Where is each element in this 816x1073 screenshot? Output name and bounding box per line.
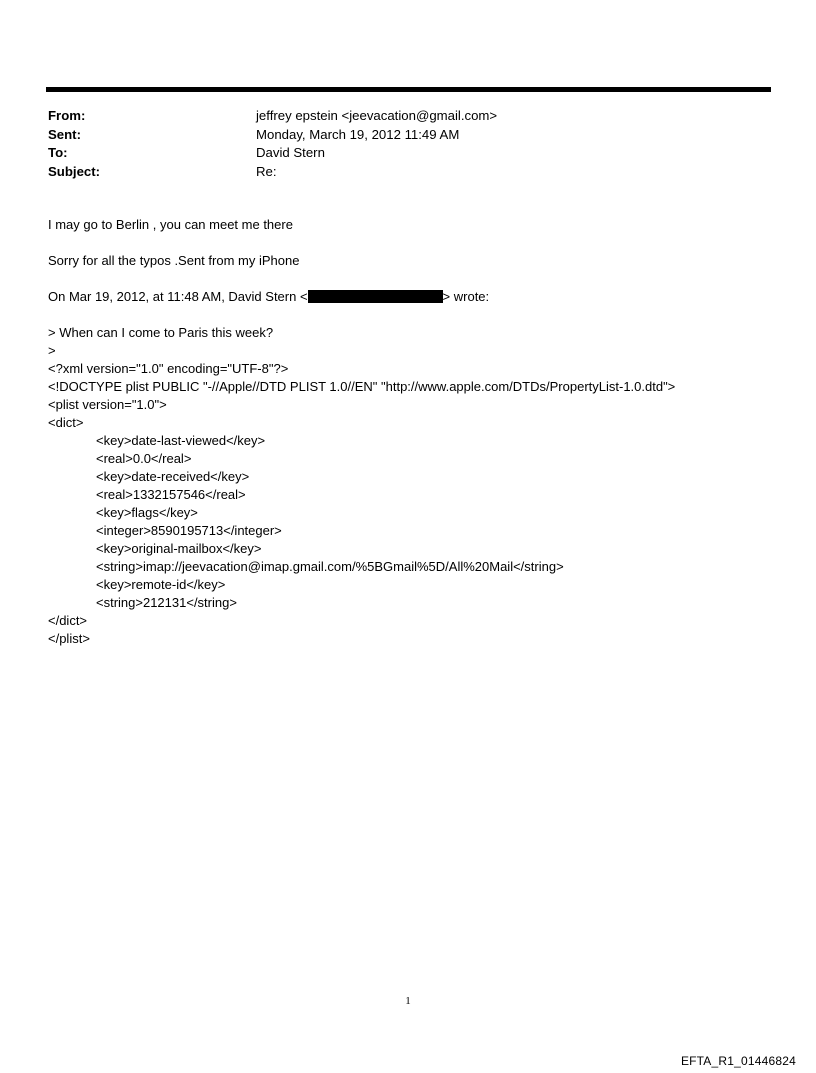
xml-line: </dict> (48, 613, 88, 628)
email-header (48, 107, 497, 181)
xml-line: <integer>8590195713</integer> (96, 523, 282, 538)
xml-line: <key>date-last-viewed</key> (96, 433, 266, 448)
from-value: jeffrey epstein <jeevacation@gmail.com> (256, 108, 498, 123)
xml-line: <dict> (48, 415, 84, 430)
to-label: To: (48, 145, 68, 160)
to-value: David Stern (256, 145, 325, 160)
header-divider (46, 87, 771, 92)
quote-attribution (48, 288, 788, 306)
xml-line: <string>imap://jeevacation@imap.gmail.com/%5BGmail%5D/All%20Mail</string> (96, 559, 564, 574)
xml-line: <key>remote-id</key> (96, 577, 226, 592)
xml-line: <string>212131</string> (96, 595, 237, 610)
xml-line: <key>flags</key> (96, 505, 198, 520)
xml-line: <key>original-mailbox</key> (96, 541, 262, 556)
subject-value: Re: (256, 163, 277, 179)
email-body (48, 216, 788, 648)
xml-line: </plist> (48, 631, 90, 646)
body-line: Sorry for all the typos .Sent from my iPhone (48, 253, 300, 268)
xml-line: <real>1332157546</real> (96, 487, 246, 502)
subject-row (48, 163, 497, 182)
page-number: 1 (405, 995, 411, 1007)
quoted-line: > (48, 343, 56, 358)
from-label: From: (48, 108, 86, 123)
xml-line: <real>0.0</real> (96, 451, 192, 466)
from-row (48, 107, 497, 126)
xml-line: <plist version="1.0"> (48, 397, 167, 412)
xml-line: <key>date-received</key> (96, 469, 250, 484)
redaction-block (308, 290, 443, 303)
quoted-line: > When can I come to Paris this week? (48, 325, 274, 340)
plist-xml-block (48, 360, 788, 648)
sent-row (48, 126, 497, 145)
quote-suffix: > wrote: (442, 289, 490, 304)
subject-label: Subject: (48, 163, 101, 179)
body-line: I may go to Berlin , you can meet me there (48, 217, 293, 232)
xml-line: <!DOCTYPE plist PUBLIC "-//Apple//DTD PLIST 1.0//EN" "http://www.apple.com/DTDs/PropertyList-1.0.dtd"> (48, 379, 676, 394)
sent-label: Sent: (48, 126, 81, 142)
to-row (48, 144, 497, 163)
xml-line: <?xml version="1.0" encoding="UTF-8"?> (48, 361, 289, 376)
bates-number: EFTA_R1_01446824 (680, 1054, 796, 1068)
sent-value: Monday, March 19, 2012 11:49 AM (256, 126, 460, 142)
quote-prefix: On Mar 19, 2012, at 11:48 AM, David Stern < (48, 289, 308, 304)
